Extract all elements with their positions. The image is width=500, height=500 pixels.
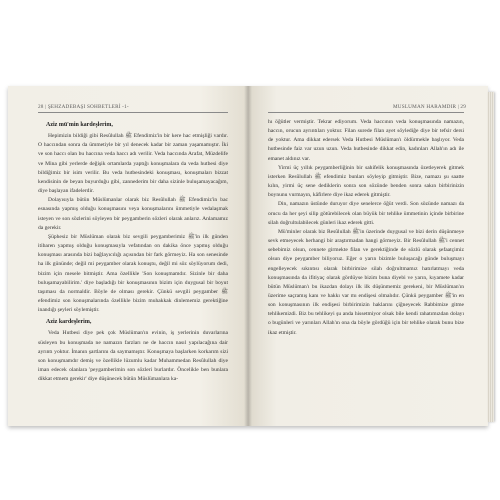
- paragraph: Dolayısıyla bütün Müslümanlar olarak biz Resûlullah ﷺ Efendimiz'in bac esnasında yapmış olduğu konuşmasını veya konuşmalarını ümmetiyle vedalaşmak isteyen ve son sözlerini söyleyen bir peygamberin sözleri olarak anlarız. Anlamamız da gerekir.: [38, 197, 228, 231]
- open-book: [8, 86, 488, 426]
- paragraph: Şüphesiz bir Müslüman olarak biz sevgili peygamberimiz ﷺ'in ilk günden itibaren yapmış olduğu konuşmasıyla vefatından on dakika önce yapmış olduğu konuşması arasında bizi bağlayıcılığı açısından bir fark görmeyiz. Ha son senesinde ha ilk gününde; değil mi peygamber olarak konuştu, değil mi söz söylüyorum dedi, bizim için mesele bitmiştir. Ama özellikle 'Son konuşmamdır. Sizinle bir daha buluşamayabilirim.' diye başladığı bir konuşmasının bizim için duygusal bir boyut taşıması da normaldir. Böyle de olması gerekir. Çünkü sevgili peygamber ﷺ efendimiz son konuşmalarında özellikle bizim muhakkak dinlememiz gerektiğine inandığı şeyleri söylemiştir.: [38, 233, 228, 314]
- right-page: [248, 86, 488, 426]
- book-spine: [244, 86, 252, 426]
- right-header-rule: [268, 112, 464, 113]
- right-page-text: [268, 118, 464, 338]
- right-running-head: MUSLUMAN HARAMDIR | 29: [392, 104, 466, 110]
- paragraph: Hepimizin bildiği gibi Resûlullah ﷺ Efendimiz'in bir kere hac etmişliği vardır. O haccından sonra da ümmetiyle bir yıl denecek kadar bir zaman yaşamamıştır. İki ve son haccı olan bu haccına veda haccı adı verilir. Veda haccında Arafat, Müzdelife ve Mina gibi yerlerde değişik ortamlarda yaptığı konuşmalara da veda hutbesi diye bildiğimiz bir isim verilir. Bu veda hutbesindeki konuşması, konuşmaları bizzat kendisinin de beyan buyurduğu gibi, zannederim bir daha sizinle buluşamayacağım, diye başlayan ifadelerdir.: [38, 133, 228, 195]
- left-page: [8, 86, 248, 426]
- paragraph: Yirmi üç yıllık peygamberliğinin bir sahifelik konuşmasında özetleyerek gitmek isterken Resûlullah ﷺ efendimiz bunları söyleyip gitmiştir. Bize, namazı şu saatte kılın, yirmi üç sene dediklerin sonra son sözünde benden sonra sakın birbirinizin boynunu vurmayın, kâfirlere diye ikaz ederek gitmiştir.: [268, 164, 464, 199]
- left-header-rule: [38, 112, 228, 113]
- paragraph: hı öğütler vermiştir. Tekrar ediyorum. Veda haccının veda konuşmasında namazın, haccın, orucun ayrıntıları yoktur. Filan surede filan ayet söylediğe diye bir tefsir dersi de yoktur. Ama dikkat edersek Veda Hutbesi Müslüman'ı öldürmekle başlıyor. Veda hutbesinde faiz var uzun uzun. Veda hutbesinde dikkat edin, kadınları Allah'ın adı ile emanet aldınız var.: [268, 119, 464, 162]
- paragraph: Mü'minler olarak biz Resûlullah ﷺ'in üzerinde duygusal ve bizi derin düşünmeye sevk etmeyecek herhangi bir araştırmadan hangi görmeyiz. Bir Resûlullah ﷺ'i cennet sebebimiz olsun, cennete girmekte filan ve gerektiğinde de sözlü olarak şefaatçimiz olsun diye peygamber biliyoruz. Eğer o yarın bizimle buluşacağı günde buluşmayı engelleyecek sıkıntısı olarak birbirimize silah doğrultmamız hatırlatmayı veda konuşmasında da ifitiyaç olarak gördüyse bizim buna diyebi ve yarın, kıyamete kadar bütün Müslüman'ı bu ikazdan dolayı ilk ilk düşünmemiz gerekeni, bir Müslüman'ın üzerime saçramış kanı ve hakkı var mı endişesi olmalıdır. Çünkü peygamber ﷺ'in en son konuşmasının ilk endişesi birbirimizin haklarını çiğneyecek Rabbimize gitme tehlikemizdi. Biz bu tehlikeyi şu anda hissetmiyor olsak bile kendi rahatımızdan dolayı o bugünleri ve yarınları Allah'ın ona da böyle gördüğü için bir tehlike olarak bunu bize ikaz etmiştir.: [268, 228, 465, 336]
- paragraph: Veda Hutbesi diye pek çok Müslüman'ın evinin, iş yerlerinin duvarlarına süsleyen bu konuşmada ne namazın farzları ne de haccın nasıl yapılacağına dair ayrıntı yoktur. İmanın şartlarını da saymamıştır. Konuşmaya başlarken korkarım sizi son konuşmamdır demiş ve özellikle lüzumlu kadar Muhammedan Resûlullah diye iman edecek olanlara 'peygamberimin son sözleri burlardır. Öncelikle ben bunlara dikkat etmem gerekir' diye düşünecek bütün Müslümanlara ka-: [38, 330, 228, 383]
- left-running-head: 28 | ŞEHZADEBAŞI SOHBETLERİ -1-: [38, 104, 129, 110]
- section-heading: Aziz kardeşlerim,: [46, 319, 92, 326]
- section-heading: Aziz mü'min kardeşlerim,: [46, 122, 113, 128]
- left-page-text: [38, 118, 228, 384]
- paragraph: Din, namazın üstünde duruyor diye senelerce öğüt verdi. Son sözünde namazı da orucu da her şeyi silip götürebilecek olan büyük bir tehlike ümmetinin içinde birbirine silah doğrultulabilecek günleri ikaz ederek gitti.: [268, 201, 464, 226]
- page-edges: [488, 92, 494, 422]
